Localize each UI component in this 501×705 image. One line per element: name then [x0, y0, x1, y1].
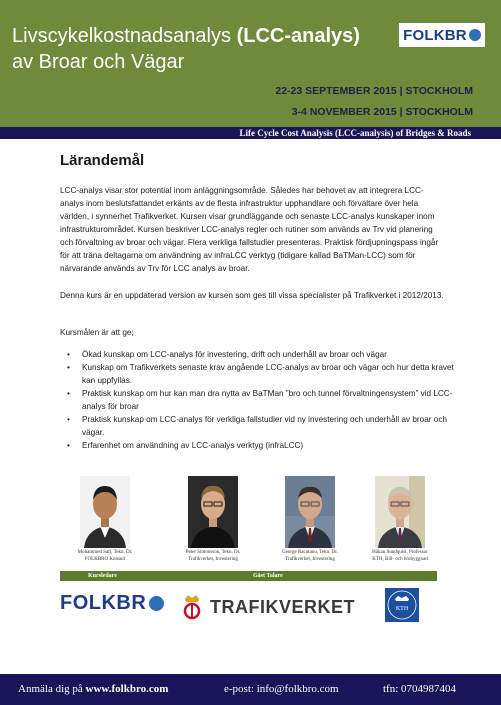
english-subtitle: Life Cycle Cost Analysis (LCC-analysis) of Bridges & Roads [239, 128, 471, 138]
website-link[interactable]: www.folkbro.com [85, 683, 169, 695]
title-bold: (LCC-analys) [236, 25, 360, 47]
course-title [12, 25, 360, 47]
folkbro-wordmark: FOLKBR [60, 592, 147, 614]
speaker-caption [60, 549, 150, 563]
globe-icon [469, 29, 481, 41]
kth-logo [385, 588, 419, 622]
list-item: • Ökad kunskap om LCC-analys för investering, drift och underhåll av broar och vägar [60, 348, 455, 361]
date-session-1: 22-23 SEPTEMBER 2015 | STOCKHOLM [275, 85, 473, 97]
list-item: • Praktisk kunskap om hur kan man dra nytta av BaTMan ”bro och tunnel förvaltningensystem” vid LCC-analys för broar [60, 387, 455, 413]
signup-text [18, 682, 168, 696]
folkbro-logo [399, 23, 485, 47]
goals-list [60, 348, 455, 452]
globe-icon [149, 596, 164, 611]
goals-intro: Kursmålen är att ge; [60, 328, 134, 337]
speaker-name: Mohammed Safi, Tekn. Dr. [77, 550, 133, 555]
portrait-photo [80, 476, 130, 548]
role-guest-speakers: Gäst Talare [253, 573, 283, 579]
speaker-org: Trafikverket, Investering [285, 557, 335, 562]
date-session-2: 3-4 NOVEMBER 2015 | STOCKHOLM [291, 106, 473, 118]
intro-paragraph: LCC-analys visar stor potential inom anläggningsområde. Således har behovet av att integrera LCC-analys inom beslutsfattandet erkänts av de flesta infrastruktur upphandlare och förvaltare över hela världen, i synnerhet Trafikverket. Kursen visar grundläggande och senaste LCC-analys kunskaper inom infrastrukturområdet. Kursen beskriver LCC-analys regler och rutiner som används av Trv vid planering och förvaltning av broar och vägar. Flera verkliga fallstudier presenteras. Praktisk fördjupningspass ingår för att träna deltagarna om användning av infraLCC verktyg (tidigare kallad BaTMan-LCC) som för närvarande används av Trv för LCC analys av broar. [60, 186, 439, 273]
roles-bar [60, 571, 437, 581]
signup-label: Anmäla dig på [18, 683, 83, 695]
portrait-photo [375, 476, 425, 548]
speaker-caption [355, 549, 445, 563]
subtitle-bar [0, 127, 501, 139]
kth-wordmark: KTH [395, 606, 409, 612]
speaker-photos [60, 476, 437, 571]
list-item: • Praktisk kunskap om LCC-analys för verkliga fallstudier vid ny investering och underhåll av broar och vägar. [60, 413, 455, 439]
speaker-org: KTH, Bill- och brobyggnad [372, 557, 428, 562]
speaker-org: FOLKBRO Konsult [84, 557, 126, 562]
email-text[interactable]: e-post: info@folkbro.com [224, 683, 339, 695]
speaker-org: Trafikverket, Investering [188, 557, 238, 562]
list-item: • Erfarenhet om användning av LCC-analys verktyg (infraLCC) [60, 439, 455, 452]
folkbro-logo-bottom [60, 592, 164, 615]
list-item: • Kunskap om Trafikverkets senaste krav angående LCC-analys av broar och vägar och hur detta kravet kan uppfyllas. [60, 361, 455, 387]
header-banner [0, 0, 501, 127]
speaker-name: Håkan Sundquist, Professor [372, 550, 428, 555]
trafikverket-logo [182, 593, 355, 621]
trafikverket-wordmark: TRAFIKVERKET [210, 596, 355, 617]
speaker-name: Peter Simonsson, Tekn. Dr. [185, 550, 241, 555]
phone-text: tfn: 0704987404 [383, 683, 457, 695]
footer-bar [0, 674, 501, 705]
title-plain: Livscykelkostnadsanalys [12, 25, 237, 47]
version-paragraph: Denna kurs är en uppdaterad version av kursen som ges till vissa specialister på Trafikverket i 2012/2013. [60, 291, 444, 300]
speaker-name: George Racutanu, Tekn. Dr. [282, 550, 338, 555]
course-title-line2: av Broar och Vägar [12, 51, 185, 73]
speaker-caption [168, 549, 258, 563]
crown-icon [182, 593, 202, 621]
role-course-leader: Kursledare [88, 573, 117, 579]
folkbro-logo-text: FOLKBR [403, 26, 467, 44]
section-heading: Lärandemål [60, 152, 145, 169]
portrait-photo [285, 476, 335, 548]
speaker-caption [265, 549, 355, 563]
portrait-photo [188, 476, 238, 548]
